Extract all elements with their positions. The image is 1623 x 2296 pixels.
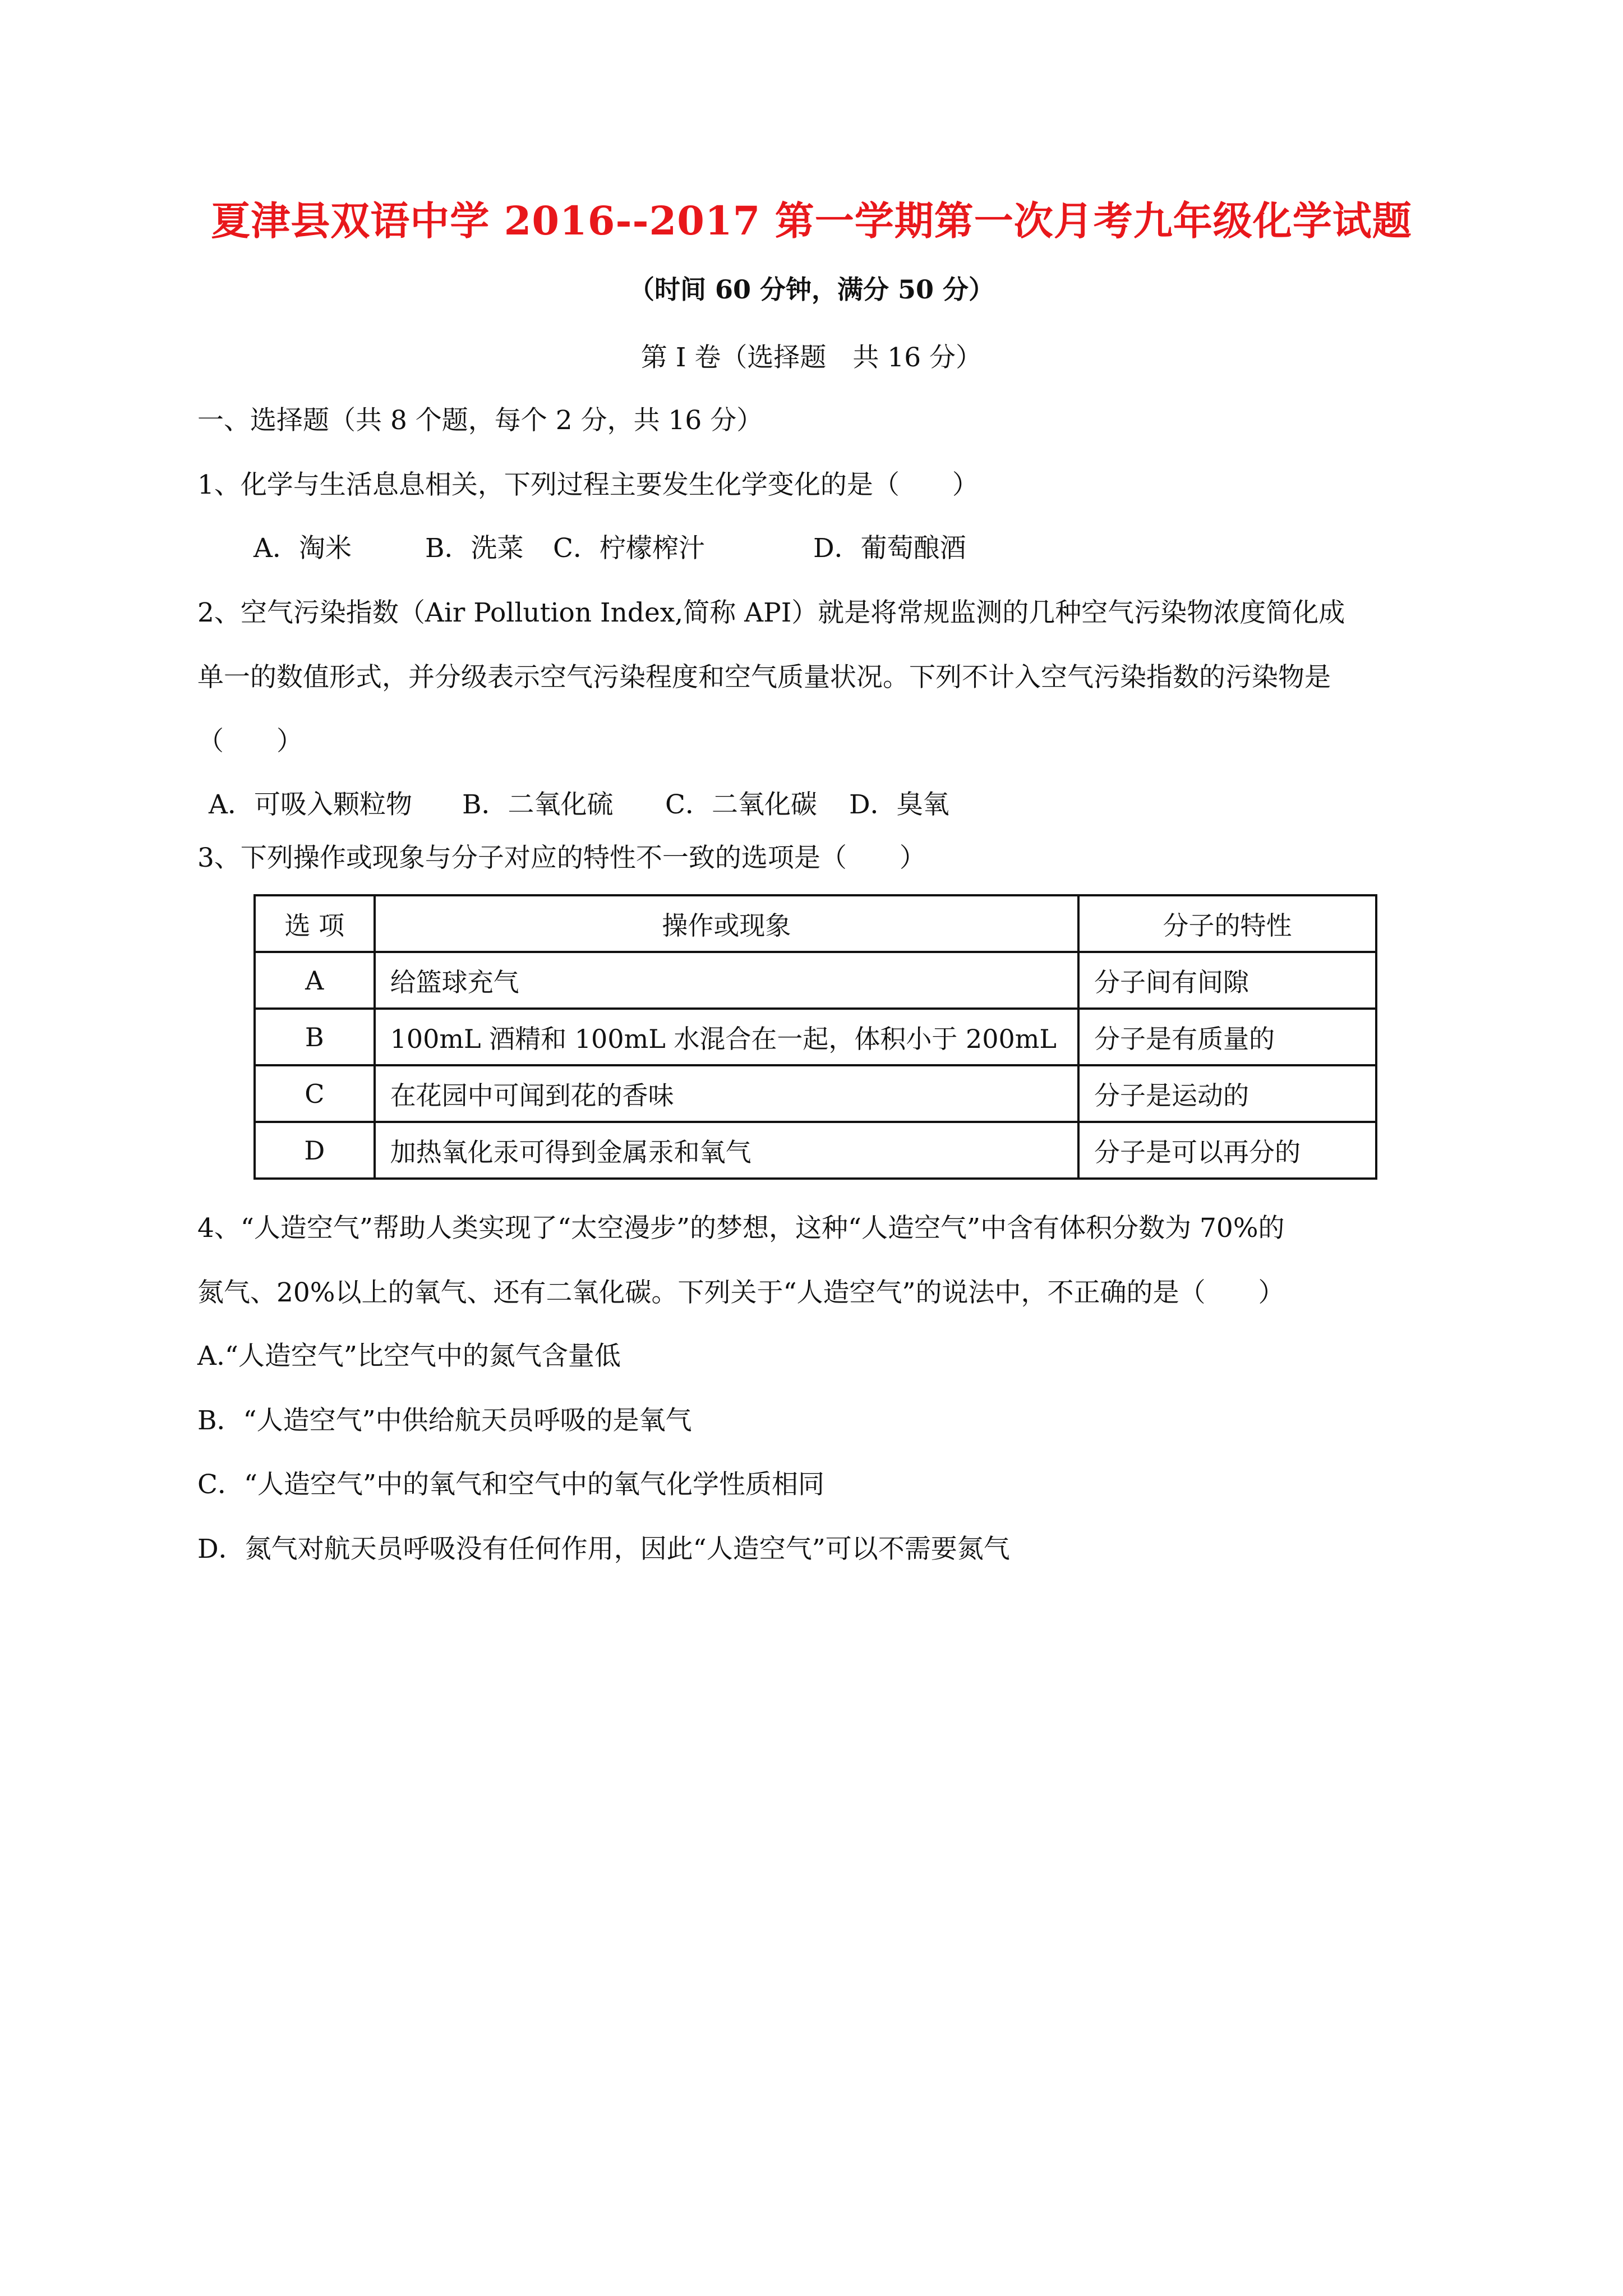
table-header-cell: 分子的特性 [1078,895,1376,952]
exam-subtitle: （时间 60 分钟，满分 50 分） [628,274,995,305]
q1-options [253,532,966,565]
section-heading: 一、选择题（共 8 个题，每个 2 分，共 16 分） [197,405,763,436]
q3-stem: 3、下列操作或现象与分子对应的特性不一致的选项是（ ） [197,843,926,873]
q2-options [209,788,949,822]
table-cell: D [255,1122,375,1179]
q2-option-b: B．二氧化硫 [462,789,614,820]
table-cell: 在花园中可闻到花的香味 [375,1065,1078,1122]
table-row [255,1065,1376,1122]
q4-option-b: B．“人造空气”中供给航天员呼吸的是氧气 [197,1405,692,1436]
q4-stem-line2: 氮气、20%以上的氧气、还有二氧化碳。下列关于“人造空气”的说法中，不正确的是（ ） [197,1277,1285,1308]
q1-option-b: B．洗菜 [425,533,524,564]
table-cell: 分子是可以再分的 [1078,1122,1376,1179]
table-cell: C [255,1065,375,1122]
q4-stem-line1: 4、“人造空气”帮助人类实现了“太空漫步”的梦想，这种“人造空气”中含有体积分数为 70%的 [197,1213,1285,1244]
table-header-row [255,895,1376,952]
q1-option-d: D．葡萄酿酒 [813,533,966,564]
table-cell: B [255,1009,375,1065]
q2-stem-line3: （ ） [197,726,303,757]
q1-stem: 1、化学与生活息息相关，下列过程主要发生化学变化的是（ ） [197,470,979,500]
table-cell: 分子是运动的 [1078,1065,1376,1122]
volume-heading: 第 I 卷（选择题 共 16 分） [640,342,983,373]
q4-option-d: D．氮气对航天员呼吸没有任何作用，因此“人造空气”可以不需要氮气 [197,1534,1010,1565]
q2-option-c: C．二氧化碳 [665,789,817,820]
q3-table [253,894,1377,1180]
q2-option-d: D．臭氧 [849,789,949,820]
q2-stem-line1: 2、空气污染指数（Air Pollution Index,简称 API）就是将常规监测的几种空气污染物浓度简化成 [197,597,1345,628]
table-cell: 100mL 酒精和 100mL 水混合在一起，体积小于 200mL [375,1009,1078,1065]
table-row [255,952,1376,1009]
table-row [255,1122,1376,1179]
table-cell: 加热氧化汞可得到金属汞和氧气 [375,1122,1078,1179]
exam-title: 夏津县双语中学 2016--2017 第一学期第一次月考九年级化学试题 [211,197,1412,244]
q2-option-a: A．可吸入颗粒物 [209,789,412,820]
q4-option-a: A.“人造空气”比空气中的氮气含量低 [197,1341,621,1372]
table-cell: 给篮球充气 [375,952,1078,1009]
q1-option-c: C．柠檬榨汁 [553,533,705,564]
table-cell: 分子间有间隙 [1078,952,1376,1009]
table-cell: A [255,952,375,1009]
q4-option-c: C．“人造空气”中的氧气和空气中的氧气化学性质相同 [197,1469,825,1500]
q1-option-a: A．淘米 [253,533,352,564]
table-cell: 分子是有质量的 [1078,1009,1376,1065]
table-row [255,1009,1376,1065]
table-header-cell: 操作或现象 [375,895,1078,952]
table-header-cell: 选 项 [255,895,375,952]
q2-stem-line2: 单一的数值形式，并分级表示空气污染程度和空气质量状况。下列不计入空气污染指数的污染物是 [197,662,1331,693]
